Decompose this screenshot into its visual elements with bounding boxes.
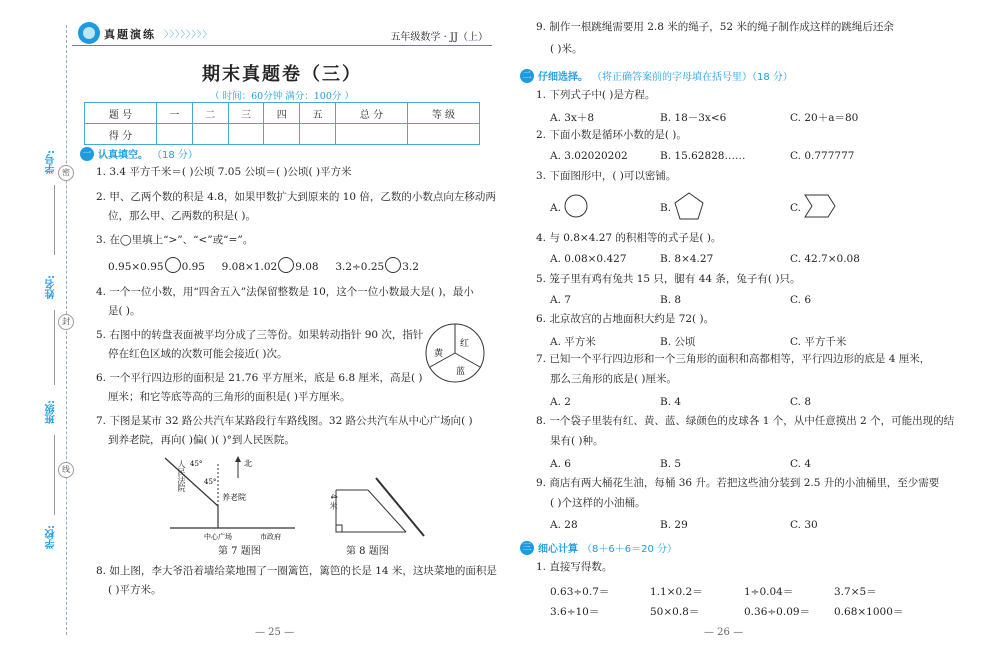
choice-4-b[interactable]: B. 8×4.27 [660, 253, 714, 265]
choice-9-question-line-1: 9. 商店有两大桶花生油，每桶 36 升。若把这些油分装到 2.5 升的小油桶里，至少需要 [536, 477, 940, 489]
spinner-figure [424, 322, 486, 384]
calc-item[interactable]: 1÷0.04＝ [744, 586, 794, 598]
compare-circle-icon[interactable] [385, 257, 401, 273]
question-3-items: 0.95×0.95 0.95 9.08×1.02 9.08 3.2÷0.25 3.2 [108, 257, 419, 277]
choice-8-question-line-1: 8. 一个袋子里装有红、黄、蓝、绿颜色的皮球各 1 个，从中任意摸出 2 个，可能出现的结 [536, 415, 955, 427]
angle-label-2: 45° [204, 478, 217, 486]
exam-title: 期末真题卷（三） [202, 64, 362, 85]
choice-1-c[interactable]: C. 20＋a＝80 [790, 112, 859, 124]
choice-7-question-line-2: 那么三角形的底是( )厘米。 [550, 373, 678, 385]
hospital-label: 人民法院 [177, 460, 186, 492]
choice-2-question: 2. 下面小数是循环小数的是( )。 [536, 129, 687, 141]
page-header [72, 22, 492, 46]
choice-9-b[interactable]: B. 29 [660, 519, 688, 531]
logo-icon [78, 22, 100, 44]
nursing-home-label: 养老院 [222, 493, 246, 502]
choice-7-b[interactable]: B. 4 [660, 396, 682, 408]
section-3-heading: 三 细心计算 （8＋6＋6＝20 分） [520, 540, 677, 555]
section-number-icon: 二 [520, 69, 534, 83]
choice-5-c[interactable]: C. 6 [790, 294, 812, 306]
page-number-right: — 26 — [704, 627, 744, 638]
figure-8-caption: 第 8 题图 [346, 546, 389, 557]
right-page [500, 0, 1000, 661]
question-6-line-1: 6. 一个平行四边形的面积是 21.76 平方厘米，底是 6.8 厘米，高是( ) [96, 372, 423, 384]
choice-3-a[interactable]: A. [550, 202, 561, 214]
seal-mi: 密 [58, 165, 74, 181]
score-row-label: 得 分 [85, 124, 157, 145]
choice-6-question: 6. 北京故宫的占地面积大约是 72( )。 [536, 313, 715, 325]
center-square-label: 中心广场 [204, 533, 232, 541]
seal-xian: 线 [58, 462, 74, 478]
score-header-cell: 等 级 [407, 103, 479, 124]
question-5-line-1: 5. 右图中的转盘表面被平均分成了三等份。如果转动指针 90 次，指针 [96, 329, 424, 341]
pentagon-shape-icon [674, 192, 704, 220]
school-label: 学校: [46, 525, 57, 549]
choice-3-c[interactable]: C. [790, 202, 801, 214]
calc-item[interactable]: 0.36÷0.09＝ [744, 606, 811, 618]
score-cell[interactable] [335, 124, 407, 145]
choice-3-b[interactable]: B. [660, 202, 672, 214]
choice-8-b[interactable]: B. 5 [660, 458, 682, 470]
section-number-icon: 三 [520, 541, 534, 555]
score-header-cell: 五 [300, 103, 336, 124]
score-header-cell: 题 号 [85, 103, 157, 124]
name-label: 姓名: [46, 275, 57, 299]
score-cell[interactable] [300, 124, 336, 145]
question-9-line-1: 9. 制作一根跳绳需要用 2.8 米的绳子，52 米的绳子制作成这样的跳绳后还余 [536, 21, 894, 33]
choice-6-b[interactable]: B. 公顷 [660, 336, 696, 348]
question-7-line-1: 7. 下图是某市 32 路公共汽车某路段行车路线图。32 路公共汽车从中心广场向( ) [96, 415, 473, 427]
spinner-yellow-label: 黄 [434, 349, 444, 359]
choice-7-a[interactable]: A. 2 [550, 396, 571, 408]
score-cell[interactable] [192, 124, 228, 145]
choice-1-question: 1. 下列式子中( )是方程。 [536, 89, 656, 101]
section-1-heading: 一 认真填空。 （18 分） [80, 146, 198, 161]
question-1: 1. 3.4 平方千米＝( )公顷 7.05 公顷＝( )公顷( )平方米 [96, 166, 352, 178]
choice-6-c[interactable]: C. 平方千米 [790, 336, 847, 348]
choice-9-c[interactable]: C. 30 [790, 519, 818, 531]
header-tag: 真题演练 [104, 28, 156, 41]
choice-2-c[interactable]: C. 0.777777 [790, 150, 855, 162]
choice-2-a[interactable]: A. 3.02020202 [550, 150, 628, 162]
student-id-label: 学号: [46, 150, 57, 174]
figure-7-caption: 第 7 题图 [218, 546, 261, 557]
choice-8-a[interactable]: A. 6 [550, 458, 571, 470]
class-label: 班级: [46, 400, 57, 424]
choice-7-question-line-1: 7. 已知一个平行四边形和一个三角形的面积和高都相等，平行四边形的底是 4 厘米， [536, 353, 931, 365]
grade-label: 五年级数学 · JJ（上） [390, 32, 488, 43]
score-header-cell: 三 [228, 103, 264, 124]
choice-1-a[interactable]: A. 3x＋8 [550, 112, 595, 124]
section-2-heading: 二 仔细选择。 （将正确答案前的字母填在括号里）（18 分） [520, 68, 793, 83]
score-cell[interactable] [264, 124, 300, 145]
score-cell[interactable] [157, 124, 193, 145]
choice-8-c[interactable]: C. 4 [790, 458, 812, 470]
calc-1-heading: 1. 直接写得数。 [536, 561, 613, 573]
question-7-line-2: 到养老院，再向( )偏( )( )°到人民医院。 [108, 434, 295, 446]
choice-9-a[interactable]: A. 28 [550, 519, 578, 531]
choice-6-a[interactable]: A. 平方米 [550, 336, 596, 348]
choice-1-b[interactable]: B. 18－3x<6 [660, 112, 727, 124]
score-header-cell: 二 [192, 103, 228, 124]
choice-5-a[interactable]: A. 7 [550, 294, 571, 306]
section-number-icon: 一 [80, 147, 94, 161]
score-cell[interactable] [407, 124, 479, 145]
question-2-line-2: 位，那么甲、乙两数的积是( )。 [108, 210, 257, 222]
choice-3-question: 3. 下面图形中，( )可以密铺。 [536, 170, 677, 182]
question-8-line-2: ( )平方米。 [108, 584, 162, 596]
question-9-line-2: ( )米。 [550, 43, 583, 55]
garden-figure [326, 474, 426, 540]
score-cell[interactable] [228, 124, 264, 145]
choice-5-question: 5. 笼子里有鸡有兔共 15 只，腿有 44 条，兔子有( )只。 [536, 273, 801, 285]
question-8-line-1: 8. 如上图，李大爷沿着墙给菜地围了一圈篱笆，篱笆的长是 14 米，这块菜地的面积是 [96, 565, 497, 577]
binding-strip [0, 0, 72, 661]
side-length-label: 4 米 [329, 494, 338, 510]
question-6-line-2: 厘米；和它等底等高的三角形的面积是( )平方厘米。 [108, 391, 351, 403]
score-header-cell: 一 [157, 103, 193, 124]
seal-feng: 封 [58, 314, 74, 330]
compare-circle-icon[interactable] [278, 257, 294, 273]
calc-item[interactable]: 1.1×0.2＝ [650, 586, 703, 598]
calc-item[interactable]: 3.6÷10＝ [550, 606, 600, 618]
calc-item[interactable]: 0.63÷0.7＝ [550, 586, 610, 598]
question-3: 3. 在◯里填上“>”、“<”或“=”。 [96, 234, 254, 246]
chevrons-icon: 〉〉〉〉〉〉〉〉 [164, 30, 213, 40]
calc-item[interactable]: 3.7×5＝ [834, 586, 877, 598]
score-header-cell: 四 [264, 103, 300, 124]
calc-item[interactable]: 0.68×1000＝ [834, 606, 904, 618]
spinner-red-label: 红 [460, 339, 470, 349]
compare-circle-icon[interactable] [165, 257, 181, 273]
choice-4-c[interactable]: C. 42.7×0.08 [790, 253, 860, 265]
question-4-line-2: 是( )。 [108, 305, 141, 317]
choice-7-c[interactable]: C. 8 [790, 396, 812, 408]
question-4-line-1: 4. 一个一位小数，用“四舍五入”法保留整数是 10，这个一位小数最大是( )，最小 [96, 286, 474, 298]
circle-shape-icon [564, 194, 588, 218]
question-2-line-1: 2. 甲、乙两个数的积是 4.8，如果甲数扩大到原来的 10 倍，乙数的小数点向左移动两 [96, 191, 496, 203]
north-label: 北 [244, 459, 252, 468]
choice-2-b[interactable]: B. 15.62828…… [660, 150, 746, 162]
chevron-shape-icon [804, 194, 836, 218]
choice-5-b[interactable]: B. 8 [660, 294, 682, 306]
page-number-left: — 25 — [255, 627, 295, 638]
choice-4-a[interactable]: A. 0.08×0.427 [550, 253, 627, 265]
spinner-blue-label: 蓝 [456, 367, 466, 377]
choice-8-question-line-2: 果有( )种。 [550, 435, 604, 447]
score-table [84, 102, 480, 145]
choice-9-question-line-2: ( )个这样的小油桶。 [550, 497, 646, 509]
score-header-cell: 总 分 [335, 103, 407, 124]
angle-label: 45° [190, 460, 203, 468]
city-gov-label: 市政府 [260, 533, 281, 541]
question-5-line-2: 停在红色区域的次数可能会接近( )次。 [108, 348, 288, 360]
exam-meta: （ 时间：60分钟 满分：100分 ） [210, 91, 354, 102]
calc-item[interactable]: 50×0.8＝ [650, 606, 700, 618]
choice-4-question: 4. 与 0.8×4.27 的积相等的式子是( )。 [536, 232, 722, 244]
